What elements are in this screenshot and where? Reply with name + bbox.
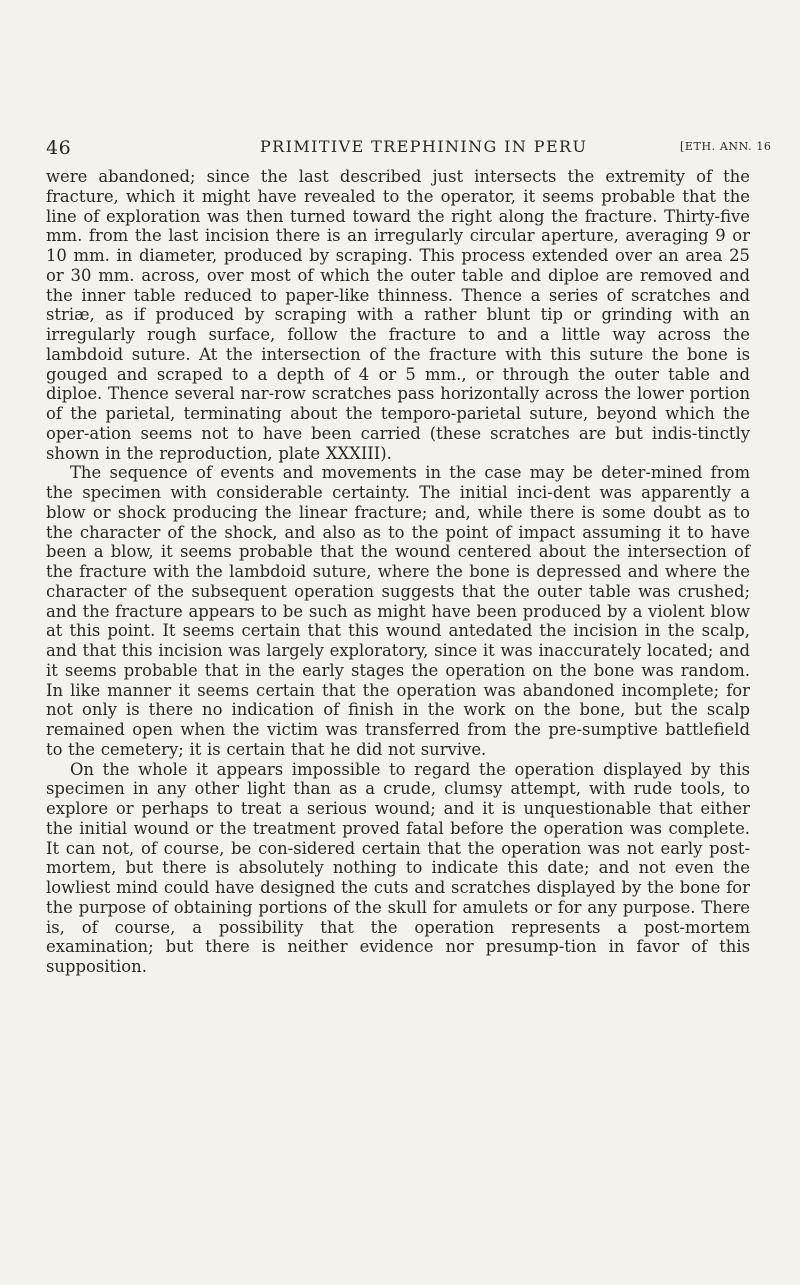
paragraph-conclusion: On the whole it appears impossible to regard the operation displayed by this specimen in any other light than as a crude, clumsy attempt, with rude tools, to explore or perhaps to treat a serious wound; and it is unquestionable that either the initial wound or the treatment proved fatal before the operation was complete. It can not, of course, be con-sidered certain that the operation was not early post-mortem, but there is absolutely nothing to indicate this date; and not even the lowliest mind could have designed the cuts and scratches displayed by the bone for the purpose of obtaining portions of the skull for amulets or for any purpose. There is, of course, a possibility that the operation represents a post-mortem examination; but there is neither evidence nor presump-tion in favor of this supposition.	[46, 759, 750, 976]
paragraph-continued: were abandoned; since the last described just intersects the extremity of the fracture, which it might have revealed to the operator, it seems probable that the line of exploration was then turned toward the right along the fracture. Thirty-five mm. from the last incision there is an irregularly circular aperture, averaging 9 or 10 mm. in diameter, produced by scraping. This process extended over an area 25 or 30 mm. across, over most of which the outer table and diploe are removed and the inner table reduced to paper-like thinness. Thence a series of scratches and striæ, as if produced by scraping with a rather blunt tip or grinding with an irregularly rough surface, follow the fracture to and a little way across the lambdoid suture. At the intersection of the fracture with this suture the bone is gouged and scraped to a depth of 4 or 5 mm., or through the outer table and diploe. Thence several nar-row scratches pass horizontally across the lower portion of the parietal, terminating about the temporo-parietal suture, beyond which the oper-ation seems not to have been carried (these scratches are but indis-tinctly shown in the reproduction, plate XXXIII).	[46, 167, 750, 463]
journal-reference: [ETH. ANN. 16	[680, 140, 772, 153]
page-header	[0, 137, 800, 159]
body-text	[46, 167, 750, 977]
running-title: PRIMITIVE TREPHINING IN PERU	[260, 137, 588, 156]
page-number: 46	[46, 137, 72, 159]
paragraph-sequence-of-events: The sequence of events and movements in the case may be deter-mined from the specimen with considerable certainty. The initial inci-dent was apparently a blow or shock producing the linear fracture; and, while there is some doubt as to the character of the shock, and also as to the point of impact assuming it to have been a blow, it seems probable that the wound centered about the intersection of the fracture with the lambdoid suture, where the bone is depressed and where the character of the subsequent operation suggests that the outer table was crushed; and the fracture appears to be such as might have been produced by a violent blow at this point. It seems certain that this wound antedated the incision in the scalp, and that this incision was largely exploratory, since it was inaccurately located; and it seems probable that in the early stages the operation on the bone was random. In like manner it seems certain that the operation was abandoned incomplete; for not only is there no indication of finish in the work on the bone, but the scalp remained open when the victim was transferred from the pre-sumptive battlefield to the cemetery; it is certain that he did not survive.	[46, 463, 750, 759]
